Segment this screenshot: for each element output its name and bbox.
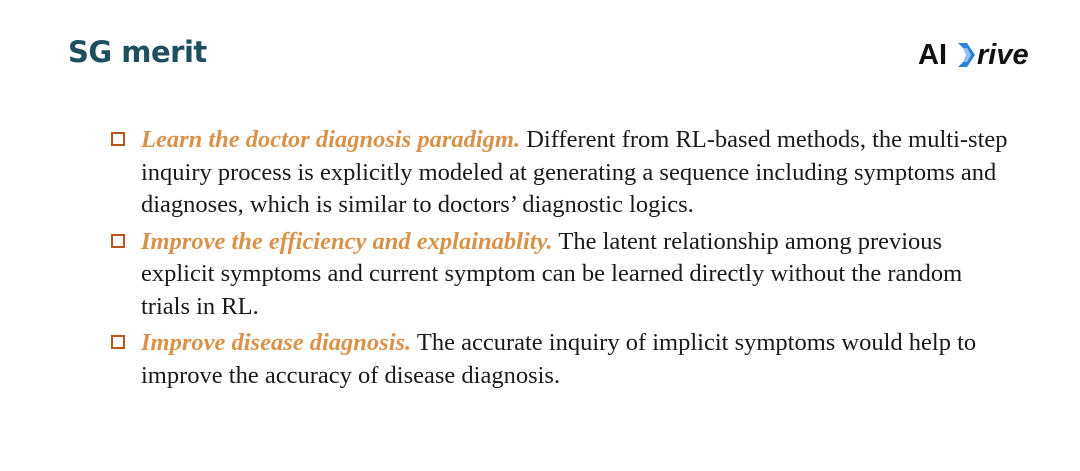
square-bullet-icon: [111, 234, 125, 248]
logo-drive: [956, 38, 1029, 71]
bullet-list: [110, 124, 1010, 396]
bullet-item: [110, 124, 1010, 222]
slide-title: SG merit: [68, 35, 207, 69]
bullet-item: [110, 226, 1010, 324]
bullet-lead: Learn the doctor diagnosis paradigm.: [141, 126, 521, 153]
d-chevron-icon: [956, 42, 976, 68]
ai-drive-logo: [918, 38, 1029, 72]
logo-ai-text: AI: [918, 38, 947, 71]
bullet-item: [110, 327, 1010, 392]
bullet-lead: Improve disease diagnosis.: [141, 329, 412, 356]
bullet-text: The accurate inquiry of implicit symptoms would help to improve the accuracy of disease diagnosis.: [141, 329, 977, 389]
square-bullet-icon: [111, 335, 125, 349]
bullet-text: Different from RL-based methods, the multi-step inquiry process is explicitly modeled at generating a sequence including symptoms and diagnoses, which is similar to doctors’ diagnostic logics.: [141, 126, 1008, 218]
bullet-lead: Improve the efficiency and explainablity.: [141, 227, 553, 255]
logo-drive-text: rive: [977, 38, 1029, 71]
square-bullet-icon: [111, 132, 125, 146]
bullet-text: The latent relationship among previous explicit symptoms and current symptom can be learned directly without the random trials in RL.: [141, 227, 963, 320]
